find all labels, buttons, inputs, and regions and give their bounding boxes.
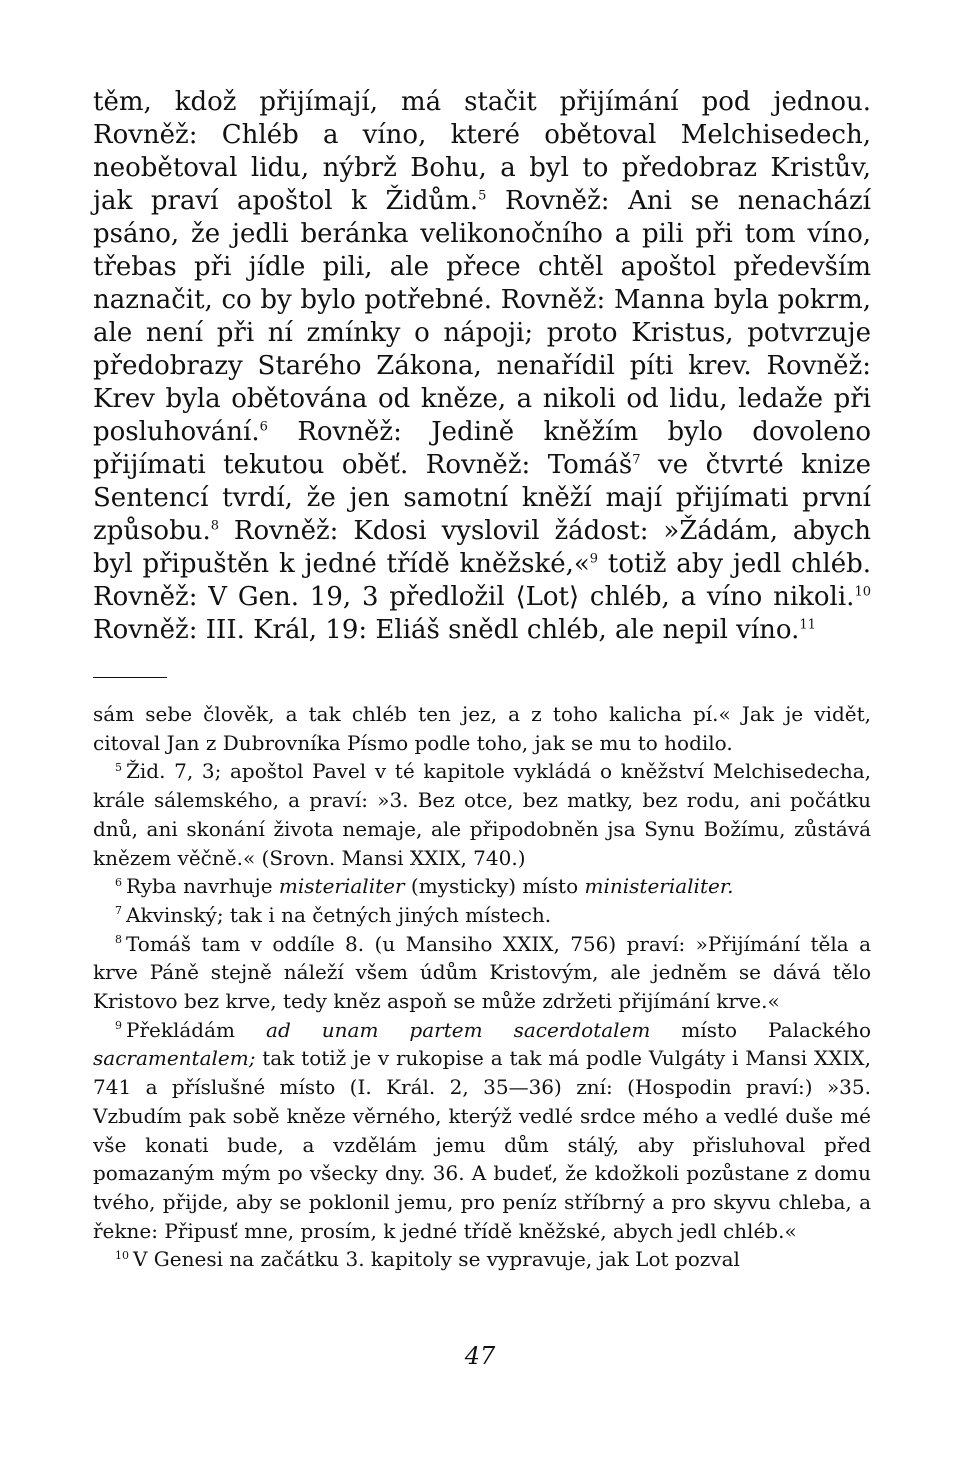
text-run: ve čtvrté knize Sentencí tvrdí, že jen samotní kněží mají přijímati první způsobu.: [93, 450, 871, 546]
page: [93, 86, 871, 1274]
footnote-ref[interactable]: 5: [478, 188, 487, 204]
page-number: 47: [464, 1342, 496, 1370]
text-run: těm, kdož přijímají, má stačit přijímání pod jednou. Rovněž: Chléb a víno, které obětoval Melchisedech, neobětoval lidu, nýbrž Bohu, a byl to předobraz Kristův, jak praví apoštol k Židům.: [93, 87, 871, 216]
main-paragraph: [93, 86, 871, 647]
footnote-ref[interactable]: 8: [210, 518, 220, 534]
footnote-mark: 7: [115, 904, 122, 918]
footnote-ref[interactable]: 10: [854, 584, 871, 600]
footnote-ref[interactable]: 6: [259, 419, 268, 435]
footnote-continuation: sám sebe člověk, a tak chléb ten jez, a z toho kalicha pí.« Jak je vidět, citoval Jan z Dubrovníka Písmo podle toho, jak se mu to hodilo.: [93, 702, 871, 755]
footnote-6: $^6$ Ryba navrhuje misterialiter (mysticky) místo ministerialiter.: [115, 874, 734, 899]
text-run: Rovněž: Kdosi vyslovil žádost: »Žádám, abych byl připuštěn k jedné třídě kněžské,«: [93, 516, 871, 579]
footnote-8: $^8$ Tomáš tam v oddíle 8. (u Mansiho XXIX, 756) praví: »Přijímání těla a krve Páně stejně náleží všem údům Kristovým, ale jedněm se dává tělo Kristovo bez krve, tedy kněz aspoň se může zdržeti přijímání krve.«: [93, 931, 871, 1014]
footnote-ref[interactable]: 7: [632, 452, 641, 468]
footnote-ref[interactable]: 9: [589, 551, 599, 567]
footnote-mark: 6: [115, 875, 122, 889]
footnote-7: $^7$ Akvinský; tak i na četných jiných místech.: [115, 902, 552, 927]
footnotes: [93, 700, 871, 1274]
text-run: Rovněž: Ani se nenachází psáno, že jedli beránka velikonočního a pili při tom víno, třebas při jídle pili, ale přece chtěl apoštol především naznačit, co by bylo potřebné. Rovněž: Manna byla pokrm, ale není při ní zmínky o nápoji; proto Kristus, potvrzuje předobrazy Starého Zákona, nenařídil píti krev. Rovněž: Krev byla obětována od kněze, a nikoli od lidu, ledaže při posluhování.: [93, 186, 871, 447]
footnote-mark: 8: [115, 932, 122, 946]
footnote-mark: 10: [115, 1248, 129, 1262]
footnote-9: $^9$ Překládám ad unam partem sacerdotalem místo Palackého sacramentalem; tak totiž je v rukopise a tak má podle Vulgáty i Mansi XXIX, 741 a příslušné místo (I. Král. 2, 35—36) zní: (Hospodin praví:) »35. Vzbudím pak sobě kněze věrného, kterýž vedlé srdce mého a vedlé duše mé vše konati bude, a vzdělám jemu dům stálý, aby přisluhoval před pomazaným mým po všecky dny. 36. A budeť, že kdožkoli pozůstane z domu tvého, přijde, aby se poklonil jemu, pro peníz stříbrný a pro skyvu chleba, a řekne: Připusť mne, prosím, k jedné třídě kněžské, abych jedl chléb.«: [93, 1017, 871, 1243]
footnote-ref[interactable]: 11: [799, 617, 816, 633]
footnote-5: $^5$ Žid. 7, 3; apoštol Pavel v té kapitole vykládá o kněžství Melchisedecha, krále sálemského, a praví: »3. Bez otce, bez matky, bez rodu, ani počátku dnů, ani skonání života nemaje, ale připodobněn jsa Synu Božímu, zůstává knězem věčně.« (Srovn. Mansi XXIX, 740.): [93, 759, 871, 870]
footnote-mark: 9: [115, 1019, 122, 1033]
text-run: Rovněž: III. Král, 19: Eliáš snědl chléb, ale nepil víno.: [93, 615, 800, 645]
text-run: Rovněž: Jedině kněžím bylo dovoleno přijímati tekutou oběť. Rovněž: Tomáš: [93, 417, 871, 480]
footnote-10: $^{10}$ V Genesi na začátku 3. kapitoly se vypravuje, jak Lot pozval: [115, 1247, 740, 1272]
footnote-divider: [93, 677, 167, 678]
main-text: [93, 86, 871, 647]
text-run: totiž aby jedl chléb. Rovněž: V Gen. 19, 3 předložil ⟨Lot⟩ chléb, a víno nikoli.: [93, 549, 871, 612]
footnote-mark: 5: [115, 760, 122, 774]
